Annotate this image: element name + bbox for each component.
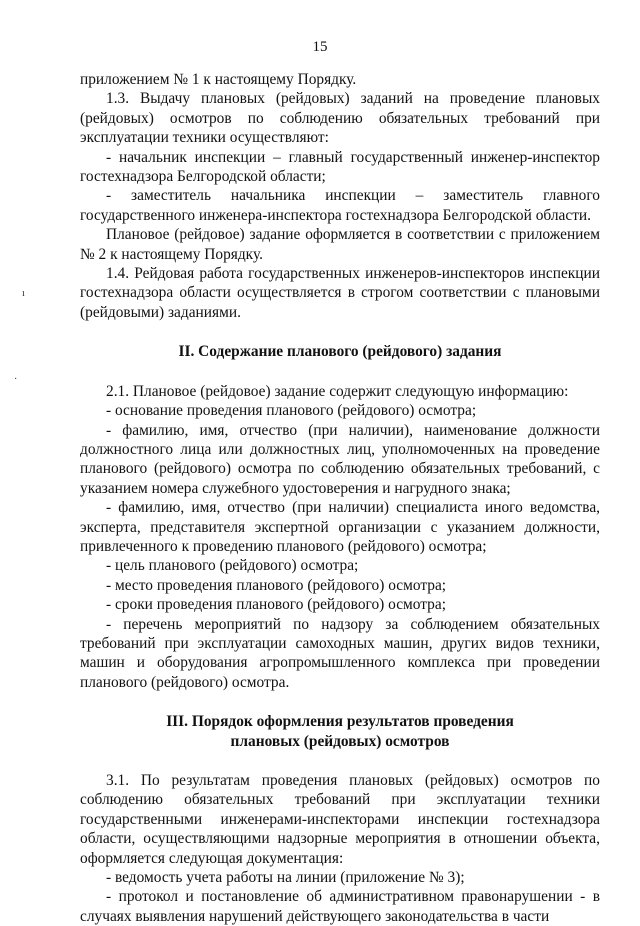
paragraph: Плановое (рейдовое) задание оформляется в соответствии с приложением № 2 к настоящему Порядку. [80,226,600,263]
list-item: - заместитель начальника инспекции – заместитель главного государственного инженера-инспектора гостехнадзора Белгородской области. [80,187,600,224]
list-item: - сроки проведения планового (рейдового) осмотра; [106,596,446,614]
list-item: - место проведения планового (рейдового) осмотра; [106,576,447,594]
scan-mark: · [14,374,18,385]
section-heading-3 [80,712,600,751]
section-heading-2: II. Содержание планового (рейдового) задания [178,343,502,361]
paragraph: приложением № 1 к настоящему Порядку. [80,71,357,88]
list-item: - перечень мероприятий по надзору за соблюдением обязательных требований при эксплуатации самоходных машин, других видов техники, машин и оборудования агропромышленного комплекса при проведении планового (рейдового) осмотра. [80,615,600,691]
list-item: - фамилию, имя, отчество (при наличии) специалиста иного ведомства, эксперта, представителя экспертной организации с указанием должности, привлеченного к проведению планового (рейдового) осмотра; [80,499,600,555]
list-item: - фамилию, имя, отчество (при наличии), наименование должности должностного лица или должностных лиц, уполномоченных на проведение планового (рейдового) осмотра по соблюдению обязательных требований, с указанием номера служебного удостоверения и нагрудного знака; [80,421,600,497]
list-item: - основание проведения планового (рейдового) осмотра; [106,402,477,420]
list-item: - цель планового (рейдового) осмотра; [106,557,359,575]
paragraph: 3.1. По результатам проведения плановых (рейдовых) осмотров по соблюдению обязательных требований при эксплуатации техники государственными инженерами-инспекторами инспекции гостехнадзора области, осуществляющими надзорные мероприятия в отношении объекта, оформляется следующая документация: [80,772,600,867]
list-item: - ведомость учета работы на линии (приложение № 3); [106,869,465,887]
page-number: 15 [312,39,328,55]
scan-mark: ı [22,288,25,299]
heading-line: III. Порядок оформления результатов проведения [166,713,514,731]
document-body [80,70,600,926]
list-item: - протокол и постановление об административном правонарушении - в случаях выявления нарушений действующего законодательства в части [80,888,600,925]
list-item: - начальник инспекции – главный государственный инженер-инспектор гостехнадзора Белгородской области; [80,148,600,186]
paragraph: 1.4. Рейдовая работа государственных инженеров-инспекторов инспекции гостехнадзора области осуществляется в строгом соответствии с плановыми (рейдовыми) заданиями. [80,265,600,321]
heading-line: плановых (рейдовых) осмотров [230,732,450,750]
paragraph: 1.3. Выдачу плановых (рейдовых) заданий на проведение плановых (рейдовых) осмотров по соблюдению обязательных требований при эксплуатации техники осуществляют: [80,90,600,147]
paragraph: 2.1. Плановое (рейдовое) задание содержит следующую информацию: [106,382,569,400]
